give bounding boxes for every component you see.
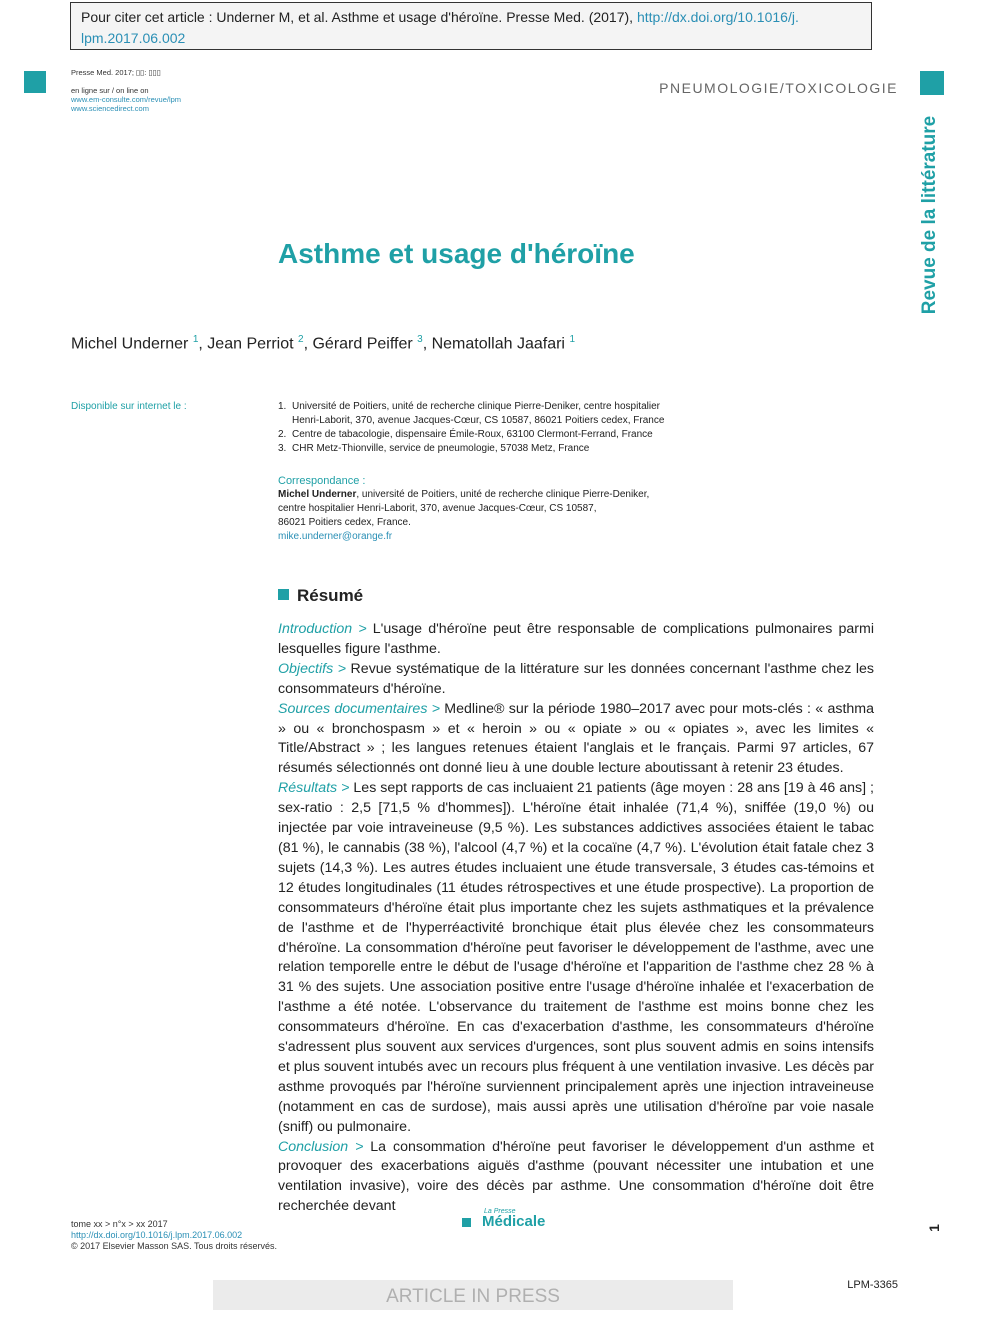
abstract-text: Les sept rapports de cas incluaient 21 patients (âge moyen : 28 ans [19 à 46 ans] ; sex-ratio : 2,5 [71,5 % d'hommes]). L'héroïne était inhalée (71,4 %), sniffée (19,0 %) ou injectée par voie intraveineuse (9,5 %). Les substances addictives associées étaient le tabac (81 %), le cannabis (38 %), l'alcool (4,7 %) et la cocaïne (4,7 %). L'évolution était fatale chez 3 sujets (14,3 %). Les autres études incluaient une étude transversale, 3 études cas-témoins et 12 études longitudinales (11 études rétrospectives et une étude prospective). La proportion de consommateurs d'héroïne était plus importante chez les sujets asthmatiques et la prévalence de l'asthme et de l'hyperréactivité bronchique était plus élevée chez les consommateurs d'héroïne. La consommation d'héroïne peut favoriser le développement de l'asthme, avec une relation temporelle entre le début de l'usage d'héroïne et l'apparition de l'asthme chez 28 % à 31 % des sujets. Une association positive entre l'usage d'héroïne inhalée et l'exacerbation de l'asthme a été notée. L'observance du traitement de l'asthme est moins bonne chez les consommateurs d'héroïne. En cas d'exacerbation d'asthme, les consommateurs d'héroïne s'adressent plus souvent aux services d'urgences, sont plus souvent admis en soins intensifs et plus souvent intubés avec un recours plus fréquent à une ventilation invasive. Les décès par asthme provoqués par l'héroïne surviennent principalement après une injection intraveineuse (notamment en cas de surdose), mais aussi après une utilisation d'héroïne par voie nasale (sniff) ou pulmonaire. — [278, 780, 874, 1135]
author-affil: 1 — [569, 334, 575, 345]
correspondence-email[interactable]: mike.underner@orange.fr — [278, 531, 393, 542]
logo-square-icon — [462, 1218, 471, 1227]
abstract-section — [278, 700, 874, 780]
author-name: Gérard Peiffer — [312, 335, 413, 353]
affiliation-line: Université de Poitiers, unité de recherche clinique Pierre-Deniker, centre hospitalier — [292, 401, 660, 412]
abstract-text: Revue systématique de la littérature sur les données concernant l'asthme chez les consommateurs d'héroïne. — [278, 660, 874, 697]
author-list: Michel Underner $^1$, Jean Perriot $^2$, Gérard Peiffer $^3$, Nematollah Jaafari $^1$ — [71, 334, 575, 353]
abstract-text: L'usage d'héroïne peut être responsable de complications pulmonaires parmi lesquelles figure l'asthme. — [278, 621, 874, 657]
affiliation-line: CHR Metz-Thionville, service de pneumologie, 57038 Metz, France — [292, 443, 590, 454]
emc-link[interactable]: www.em-consulte.com/revue/lpm — [71, 95, 182, 104]
article-title: Asthme et usage d'héroïne — [278, 238, 635, 269]
side-label — [912, 90, 948, 340]
affiliation-line: Henri-Laborit, 370, avenue Jacques-Cœur, CS 10587, 86021 Poitiers cedex, France — [292, 415, 665, 426]
affiliation-text — [292, 400, 664, 428]
author-name: Jean Perriot — [207, 335, 294, 353]
affiliation-line: Centre de tabacologie, dispensaire Émile-Roux, 63100 Clermont-Ferrand, France — [292, 429, 653, 440]
abstract-label: Résultats > — [278, 780, 350, 797]
abstract-label: Introduction > — [278, 621, 367, 637]
logo-big-text: Médicale — [482, 1213, 546, 1230]
correspondence-line: , université de Poitiers, unité de recherche clinique Pierre-Deniker, — [356, 489, 650, 500]
logo-small-text: La Presse — [484, 1208, 516, 1215]
author-name: Michel Underner — [71, 335, 189, 353]
article-code: LPM-3365 — [847, 1279, 898, 1291]
journal-ref: Presse Med. 2017; ▯▯: ▯▯▯ — [71, 68, 161, 77]
corner-square-left — [24, 71, 46, 93]
citation-box — [70, 2, 872, 50]
abstract-body — [278, 620, 874, 1217]
citation-doi-link[interactable]: http://dx.doi.org/10.1016/j. — [636, 9, 799, 25]
page-number: 1 — [925, 1224, 942, 1232]
author-name: Nematollah Jaafari — [431, 335, 565, 353]
heading-bullet — [278, 589, 289, 600]
affiliation-num: 2. — [278, 429, 287, 440]
abstract-section — [278, 1138, 874, 1218]
sciencedirect-link[interactable]: www.sciencedirect.com — [71, 104, 149, 113]
abstract-label: Conclusion > — [278, 1138, 364, 1155]
copyright: © 2017 Elsevier Masson SAS. Tous droits réservés. — [71, 1241, 278, 1251]
abstract-text: Medline® sur la période 1980–2017 avec pour mots-clés : « asthma » ou « bronchospasm » et « heroin » ou « opiate » ou « opiates », avec les limites « Title/Abstract » ; les langues retenues étaient l'anglais et le français. Parmi 97 articles, 67 résumés sélectionnés ont donné lieu à une double lecture aboutissant à retenir 23 études. — [278, 700, 874, 777]
resume-heading-text: Résumé — [297, 586, 364, 605]
author-affil: 1 — [192, 334, 199, 345]
affiliation-item — [278, 400, 728, 428]
author-affil: 2 — [298, 334, 304, 345]
author-affil: 3 — [417, 334, 423, 345]
abstract-section — [278, 620, 874, 660]
abstract-label: Objectifs > — [278, 660, 347, 677]
online-label: en ligne sur / on line on — [71, 86, 149, 95]
abstract-section — [278, 660, 874, 700]
affiliation-item — [278, 428, 728, 442]
article-in-press-banner: ARTICLE IN PRESS — [213, 1280, 733, 1310]
citation-doi-link-cont[interactable]: lpm.2017.06.002 — [81, 30, 186, 46]
journal-logo — [462, 1208, 562, 1236]
correspondence-heading: Correspondance : — [278, 475, 366, 487]
side-label-text: Revue de la littérature — [919, 115, 940, 315]
correspondence — [278, 474, 728, 544]
affiliation-item — [278, 442, 728, 456]
footer-info — [71, 1219, 277, 1252]
affiliation-num: 1. — [278, 401, 287, 412]
abstract-label: Sources documentaires > — [278, 700, 440, 717]
abstract-text: La consommation d'héroïne peut favoriser le développement d'un asthme et provoquer des exacerbations aiguës d'asthme (pouvant nécessiter une intubation et une ventilation invasive), voire des décès par asthme. Une consommation d'héroïne doit être recherchée devant — [278, 1138, 874, 1215]
abstract-section — [278, 779, 874, 1137]
resume-heading — [278, 586, 363, 606]
journal-meta — [71, 68, 181, 113]
affiliations — [278, 400, 728, 456]
footer-doi-link[interactable]: http://dx.doi.org/10.1016/j.lpm.2017.06.002 — [71, 1230, 243, 1240]
correspondence-line: centre hospitalier Henri-Laborit, 370, avenue Jacques-Cœur, CS 10587, — [278, 503, 597, 514]
issue-info: tome xx > n°x > xx 2017 — [71, 1219, 168, 1229]
correspondence-name: Michel Underner — [278, 489, 357, 500]
available-online-label: Disponible sur internet le : — [71, 401, 187, 412]
citation-text: Pour citer cet article : Underner M, et al. Asthme et usage d'héroïne. Presse Med. (2017), — [81, 9, 634, 25]
section-tag: PNEUMOLOGIE/TOXICOLOGIE — [659, 80, 898, 96]
affiliation-num: 3. — [278, 443, 287, 454]
correspondence-line: 86021 Poitiers cedex, France. — [278, 517, 411, 528]
